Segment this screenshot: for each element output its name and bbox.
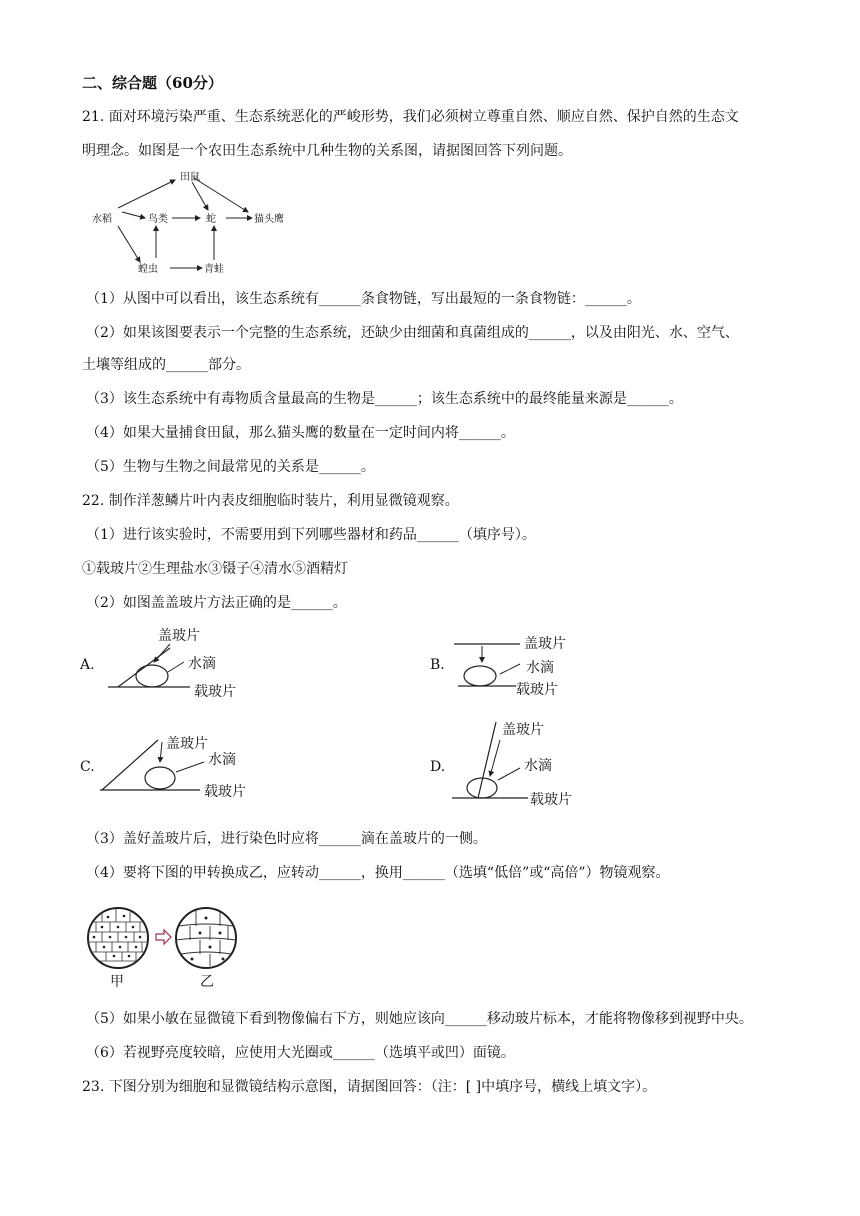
q21-stem-line1: 21. 面对环境污染严重、生态系统恶化的严峻形势，我们必须树立尊重自然、顺应自然、保护自然的生态文 <box>82 109 739 125</box>
q21-sub4: （4）如果大量捕食田鼠，那么猫头鹰的数量在一定时间内将______。 <box>86 425 515 441</box>
q22-sub1-items: ①载玻片②生理盐水③镊子④清水⑤酒精灯 <box>82 561 348 577</box>
node-maotouying: 猫头鹰 <box>254 214 284 225</box>
q23-stem: 23. 下图分别为细胞和显微镜结构示意图，请据图回答：（注：[ ]中填序号，横线上填文字）。 <box>82 1079 657 1095</box>
node-niaolei: 鸟类 <box>148 214 168 225</box>
arrow-right-icon <box>156 930 171 944</box>
label-yi: 乙 <box>200 974 214 990</box>
option-c-slide-label: 载玻片 <box>204 784 246 800</box>
option-b-figure <box>450 630 610 702</box>
option-c-label: C. <box>80 759 95 775</box>
cell-view-diagram <box>86 904 256 990</box>
q22-sub4: （4）要将下图的甲转换成乙，应转动______，换用______（选填“低倍”或“高倍”）物镜观察。 <box>86 865 670 881</box>
q22-sub6: （6）若视野亮度较暗，应使用大光圈或______（选填平或凹）面镜。 <box>86 1045 515 1061</box>
q22-sub5: （5）如果小敏在显微镜下看到物像偏右下方，则她应该向______移动玻片标本，才能将物像移到视野中央。 <box>86 1011 753 1027</box>
option-d-slide-label: 载玻片 <box>530 792 572 808</box>
option-b-cover-label: 盖玻片 <box>524 636 566 652</box>
option-a-slide-label: 载玻片 <box>194 684 236 700</box>
option-c-figure <box>96 722 266 806</box>
option-c-drop-label: 水滴 <box>208 752 236 768</box>
q22-sub2: （2）如图盖盖玻片方法正确的是______。 <box>86 595 347 611</box>
option-d-cover-label: 盖玻片 <box>502 722 544 738</box>
option-a-figure <box>100 622 260 702</box>
option-a-label: A. <box>80 657 95 673</box>
section-title: 二、综合题（60分） <box>82 74 223 92</box>
node-tianshu: 田鼠 <box>180 172 200 183</box>
option-b-slide-label: 载玻片 <box>516 682 558 698</box>
q22-stem: 22. 制作洋葱鳞片叶内表皮细胞临时装片，利用显微镜观察。 <box>82 493 459 509</box>
q21-sub1: （1）从图中可以看出，该生态系统有______条食物链，写出最短的一条食物链：______。 <box>86 291 641 307</box>
node-shuidao: 水稻 <box>92 214 112 225</box>
view-yi <box>176 908 236 968</box>
option-d-label: D. <box>430 759 446 775</box>
view-jia <box>88 908 148 968</box>
q21-sub3: （3）该生态系统中有毒物质含量最高的生物是______；该生态系统中的最终能量来源是______。 <box>86 391 683 407</box>
q21-sub5: （5）生物与生物之间最常见的关系是______。 <box>86 459 375 475</box>
q21-sub2-line2: 土壤等组成的______部分。 <box>82 357 250 373</box>
q22-sub1: （1）进行该实验时，不需要用到下列哪些器材和药品______（填序号）。 <box>86 527 536 543</box>
node-huangchong: 蝗虫 <box>138 264 158 275</box>
option-b-drop-label: 水滴 <box>526 660 554 676</box>
food-web-diagram <box>90 166 310 278</box>
q21-sub2-line1: （2）如果该图要表示一个完整的生态系统，还缺少由细菌和真菌组成的______，以及由阳光、水、空气、 <box>86 325 739 341</box>
label-jia: 甲 <box>110 974 124 990</box>
node-she: 蛇 <box>206 214 216 225</box>
q21-stem-line2: 明理念。如图是一个农田生态系统中几种生物的关系图，请据图回答下列问题。 <box>82 143 572 159</box>
option-d-figure <box>448 718 608 812</box>
option-b-label: B. <box>430 657 445 673</box>
q22-sub3: （3）盖好盖玻片后，进行染色时应将______滴在盖玻片的一侧。 <box>86 831 487 847</box>
option-a-drop-label: 水滴 <box>188 656 216 672</box>
option-c-cover-label: 盖玻片 <box>166 736 208 752</box>
option-d-drop-label: 水滴 <box>524 758 552 774</box>
node-qingwa: 青蛙 <box>204 264 224 275</box>
option-a-cover-label: 盖玻片 <box>158 628 200 644</box>
